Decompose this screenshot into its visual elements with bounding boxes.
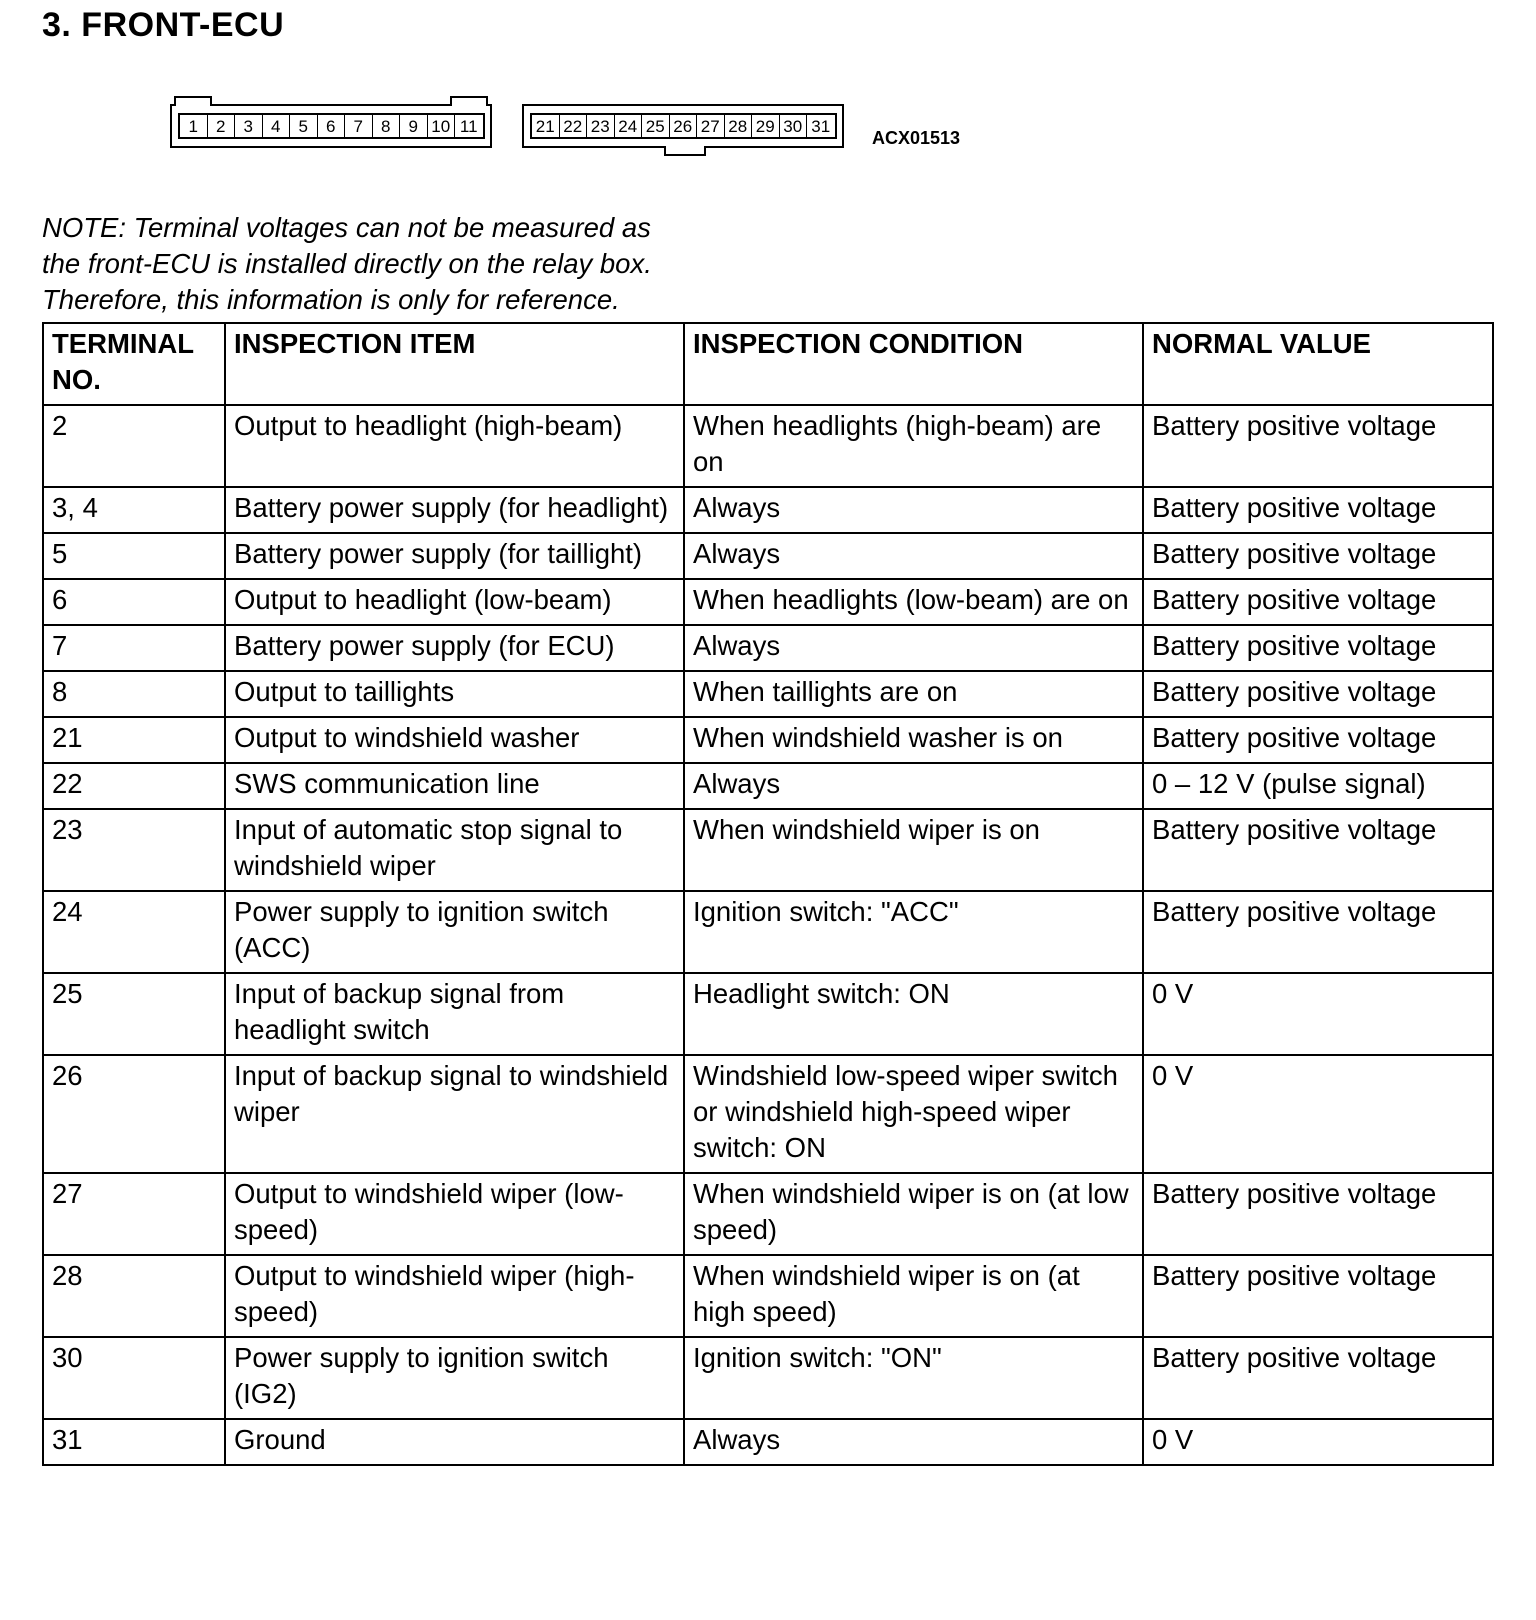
left-pin: 7 — [345, 115, 373, 137]
cell-terminal-no: 28 — [43, 1255, 225, 1337]
cell-normal-value: 0 – 12 V (pulse signal) — [1143, 763, 1493, 809]
right-pin: 29 — [752, 115, 780, 137]
cell-inspection-condition: When windshield wiper is on — [684, 809, 1143, 891]
connector-left — [170, 104, 492, 148]
cell-inspection-condition: Headlight switch: ON — [684, 973, 1143, 1055]
cell-normal-value: Battery positive voltage — [1143, 891, 1493, 973]
table-row — [43, 717, 1493, 763]
cell-inspection-item: Ground — [225, 1419, 684, 1465]
cell-inspection-item: Battery power supply (for taillight) — [225, 533, 684, 579]
cell-normal-value: Battery positive voltage — [1143, 809, 1493, 891]
cell-inspection-condition: Always — [684, 625, 1143, 671]
cell-normal-value: Battery positive voltage — [1143, 1255, 1493, 1337]
table-row — [43, 1173, 1493, 1255]
cell-inspection-condition: Always — [684, 487, 1143, 533]
left-pin: 10 — [428, 115, 456, 137]
page-title: 3. FRONT-ECU — [42, 6, 285, 44]
table-row — [43, 891, 1493, 973]
cell-inspection-item: Output to headlight (low-beam) — [225, 579, 684, 625]
left-pin: 9 — [400, 115, 428, 137]
cell-inspection-condition: Ignition switch: "ON" — [684, 1337, 1143, 1419]
table-row — [43, 671, 1493, 717]
cell-normal-value: Battery positive voltage — [1143, 671, 1493, 717]
cell-terminal-no: 21 — [43, 717, 225, 763]
cell-normal-value: Battery positive voltage — [1143, 579, 1493, 625]
left-pin: 5 — [290, 115, 318, 137]
connector-right-pins — [530, 113, 837, 139]
connector-right — [522, 104, 844, 148]
table-row — [43, 763, 1493, 809]
note-line: Therefore, this information is only for reference. — [42, 284, 620, 315]
left-pin: 3 — [235, 115, 263, 137]
cell-inspection-item: Input of backup signal from headlight switch — [225, 973, 684, 1055]
cell-terminal-no: 6 — [43, 579, 225, 625]
cell-inspection-condition: When headlights (low-beam) are on — [684, 579, 1143, 625]
terminal-table — [42, 322, 1494, 1466]
cell-normal-value: Battery positive voltage — [1143, 625, 1493, 671]
cell-normal-value: 0 V — [1143, 1419, 1493, 1465]
cell-terminal-no: 5 — [43, 533, 225, 579]
cell-inspection-item: Output to taillights — [225, 671, 684, 717]
right-pin: 23 — [587, 115, 615, 137]
note — [42, 210, 802, 318]
right-pin: 30 — [780, 115, 808, 137]
cell-inspection-condition: Ignition switch: "ACC" — [684, 891, 1143, 973]
table-row — [43, 579, 1493, 625]
cell-normal-value: Battery positive voltage — [1143, 487, 1493, 533]
cell-inspection-condition: Always — [684, 763, 1143, 809]
cell-terminal-no: 26 — [43, 1055, 225, 1173]
header-normal-value: NORMAL VALUE — [1143, 323, 1493, 405]
cell-inspection-condition: When windshield wiper is on (at low speed) — [684, 1173, 1143, 1255]
cell-inspection-item: Battery power supply (for headlight) — [225, 487, 684, 533]
cell-inspection-condition: When windshield wiper is on (at high speed) — [684, 1255, 1143, 1337]
cell-inspection-condition: When headlights (high-beam) are on — [684, 405, 1143, 487]
cell-inspection-item: Output to windshield wiper (high-speed) — [225, 1255, 684, 1337]
right-pin: 28 — [725, 115, 753, 137]
right-pin: 27 — [697, 115, 725, 137]
cell-inspection-item: Output to windshield wiper (low-speed) — [225, 1173, 684, 1255]
note-line: the front-ECU is installed directly on the relay box. — [42, 248, 652, 279]
cell-inspection-item: Power supply to ignition switch (IG2) — [225, 1337, 684, 1419]
cell-terminal-no: 27 — [43, 1173, 225, 1255]
cell-terminal-no: 25 — [43, 973, 225, 1055]
cell-inspection-item: Output to headlight (high-beam) — [225, 405, 684, 487]
cell-normal-value: Battery positive voltage — [1143, 1337, 1493, 1419]
header-inspection-item: INSPECTION ITEM — [225, 323, 684, 405]
cell-terminal-no: 23 — [43, 809, 225, 891]
table-row — [43, 973, 1493, 1055]
right-pin: 26 — [670, 115, 698, 137]
cell-inspection-condition: Always — [684, 533, 1143, 579]
header-terminal-no: TERMINAL NO. — [43, 323, 225, 405]
cell-terminal-no: 24 — [43, 891, 225, 973]
left-pin: 11 — [459, 117, 478, 136]
cell-terminal-no: 8 — [43, 671, 225, 717]
cell-inspection-condition: Windshield low-speed wiper switch or windshield high-speed wiper switch: ON — [684, 1055, 1143, 1173]
cell-normal-value: Battery positive voltage — [1143, 533, 1493, 579]
table-row — [43, 1255, 1493, 1337]
cell-inspection-item: Input of automatic stop signal to windshield wiper — [225, 809, 684, 891]
table-row — [43, 533, 1493, 579]
cell-normal-value: Battery positive voltage — [1143, 405, 1493, 487]
table-row — [43, 1419, 1493, 1465]
right-pin: 25 — [642, 115, 670, 137]
cell-inspection-item: Battery power supply (for ECU) — [225, 625, 684, 671]
left-pin: 1 — [180, 115, 208, 137]
cell-normal-value: Battery positive voltage — [1143, 717, 1493, 763]
left-pin: 6 — [318, 115, 346, 137]
cell-terminal-no: 3, 4 — [43, 487, 225, 533]
table-header-row — [43, 323, 1493, 405]
cell-inspection-condition: When windshield washer is on — [684, 717, 1143, 763]
cell-terminal-no: 22 — [43, 763, 225, 809]
table-row — [43, 487, 1493, 533]
cell-inspection-item: Output to windshield washer — [225, 717, 684, 763]
cell-terminal-no: 31 — [43, 1419, 225, 1465]
table-row — [43, 1337, 1493, 1419]
left-pin: 2 — [208, 115, 236, 137]
right-pin: 31 — [811, 117, 831, 136]
connector-left-pins — [178, 113, 485, 139]
cell-inspection-item: SWS communication line — [225, 763, 684, 809]
cell-terminal-no: 7 — [43, 625, 225, 671]
right-pin: 24 — [615, 115, 643, 137]
cell-terminal-no: 2 — [43, 405, 225, 487]
note-line: NOTE: Terminal voltages can not be measured as — [42, 212, 651, 243]
cell-normal-value: 0 V — [1143, 1055, 1493, 1173]
cell-inspection-item: Power supply to ignition switch (ACC) — [225, 891, 684, 973]
cell-inspection-condition: Always — [684, 1419, 1143, 1465]
cell-inspection-item: Input of backup signal to windshield wiper — [225, 1055, 684, 1173]
table-row — [43, 809, 1493, 891]
table-row — [43, 1055, 1493, 1173]
cell-inspection-condition: When taillights are on — [684, 671, 1143, 717]
table-row — [43, 625, 1493, 671]
table-row — [43, 405, 1493, 487]
cell-normal-value: 0 V — [1143, 973, 1493, 1055]
cell-normal-value: Battery positive voltage — [1143, 1173, 1493, 1255]
right-pin: 22 — [560, 115, 588, 137]
right-pin: 21 — [532, 115, 560, 137]
cell-terminal-no: 30 — [43, 1337, 225, 1419]
left-pin: 4 — [263, 115, 291, 137]
connector-code: ACX01513 — [872, 128, 961, 148]
header-inspection-condition: INSPECTION CONDITION — [684, 323, 1143, 405]
left-pin: 8 — [373, 115, 401, 137]
